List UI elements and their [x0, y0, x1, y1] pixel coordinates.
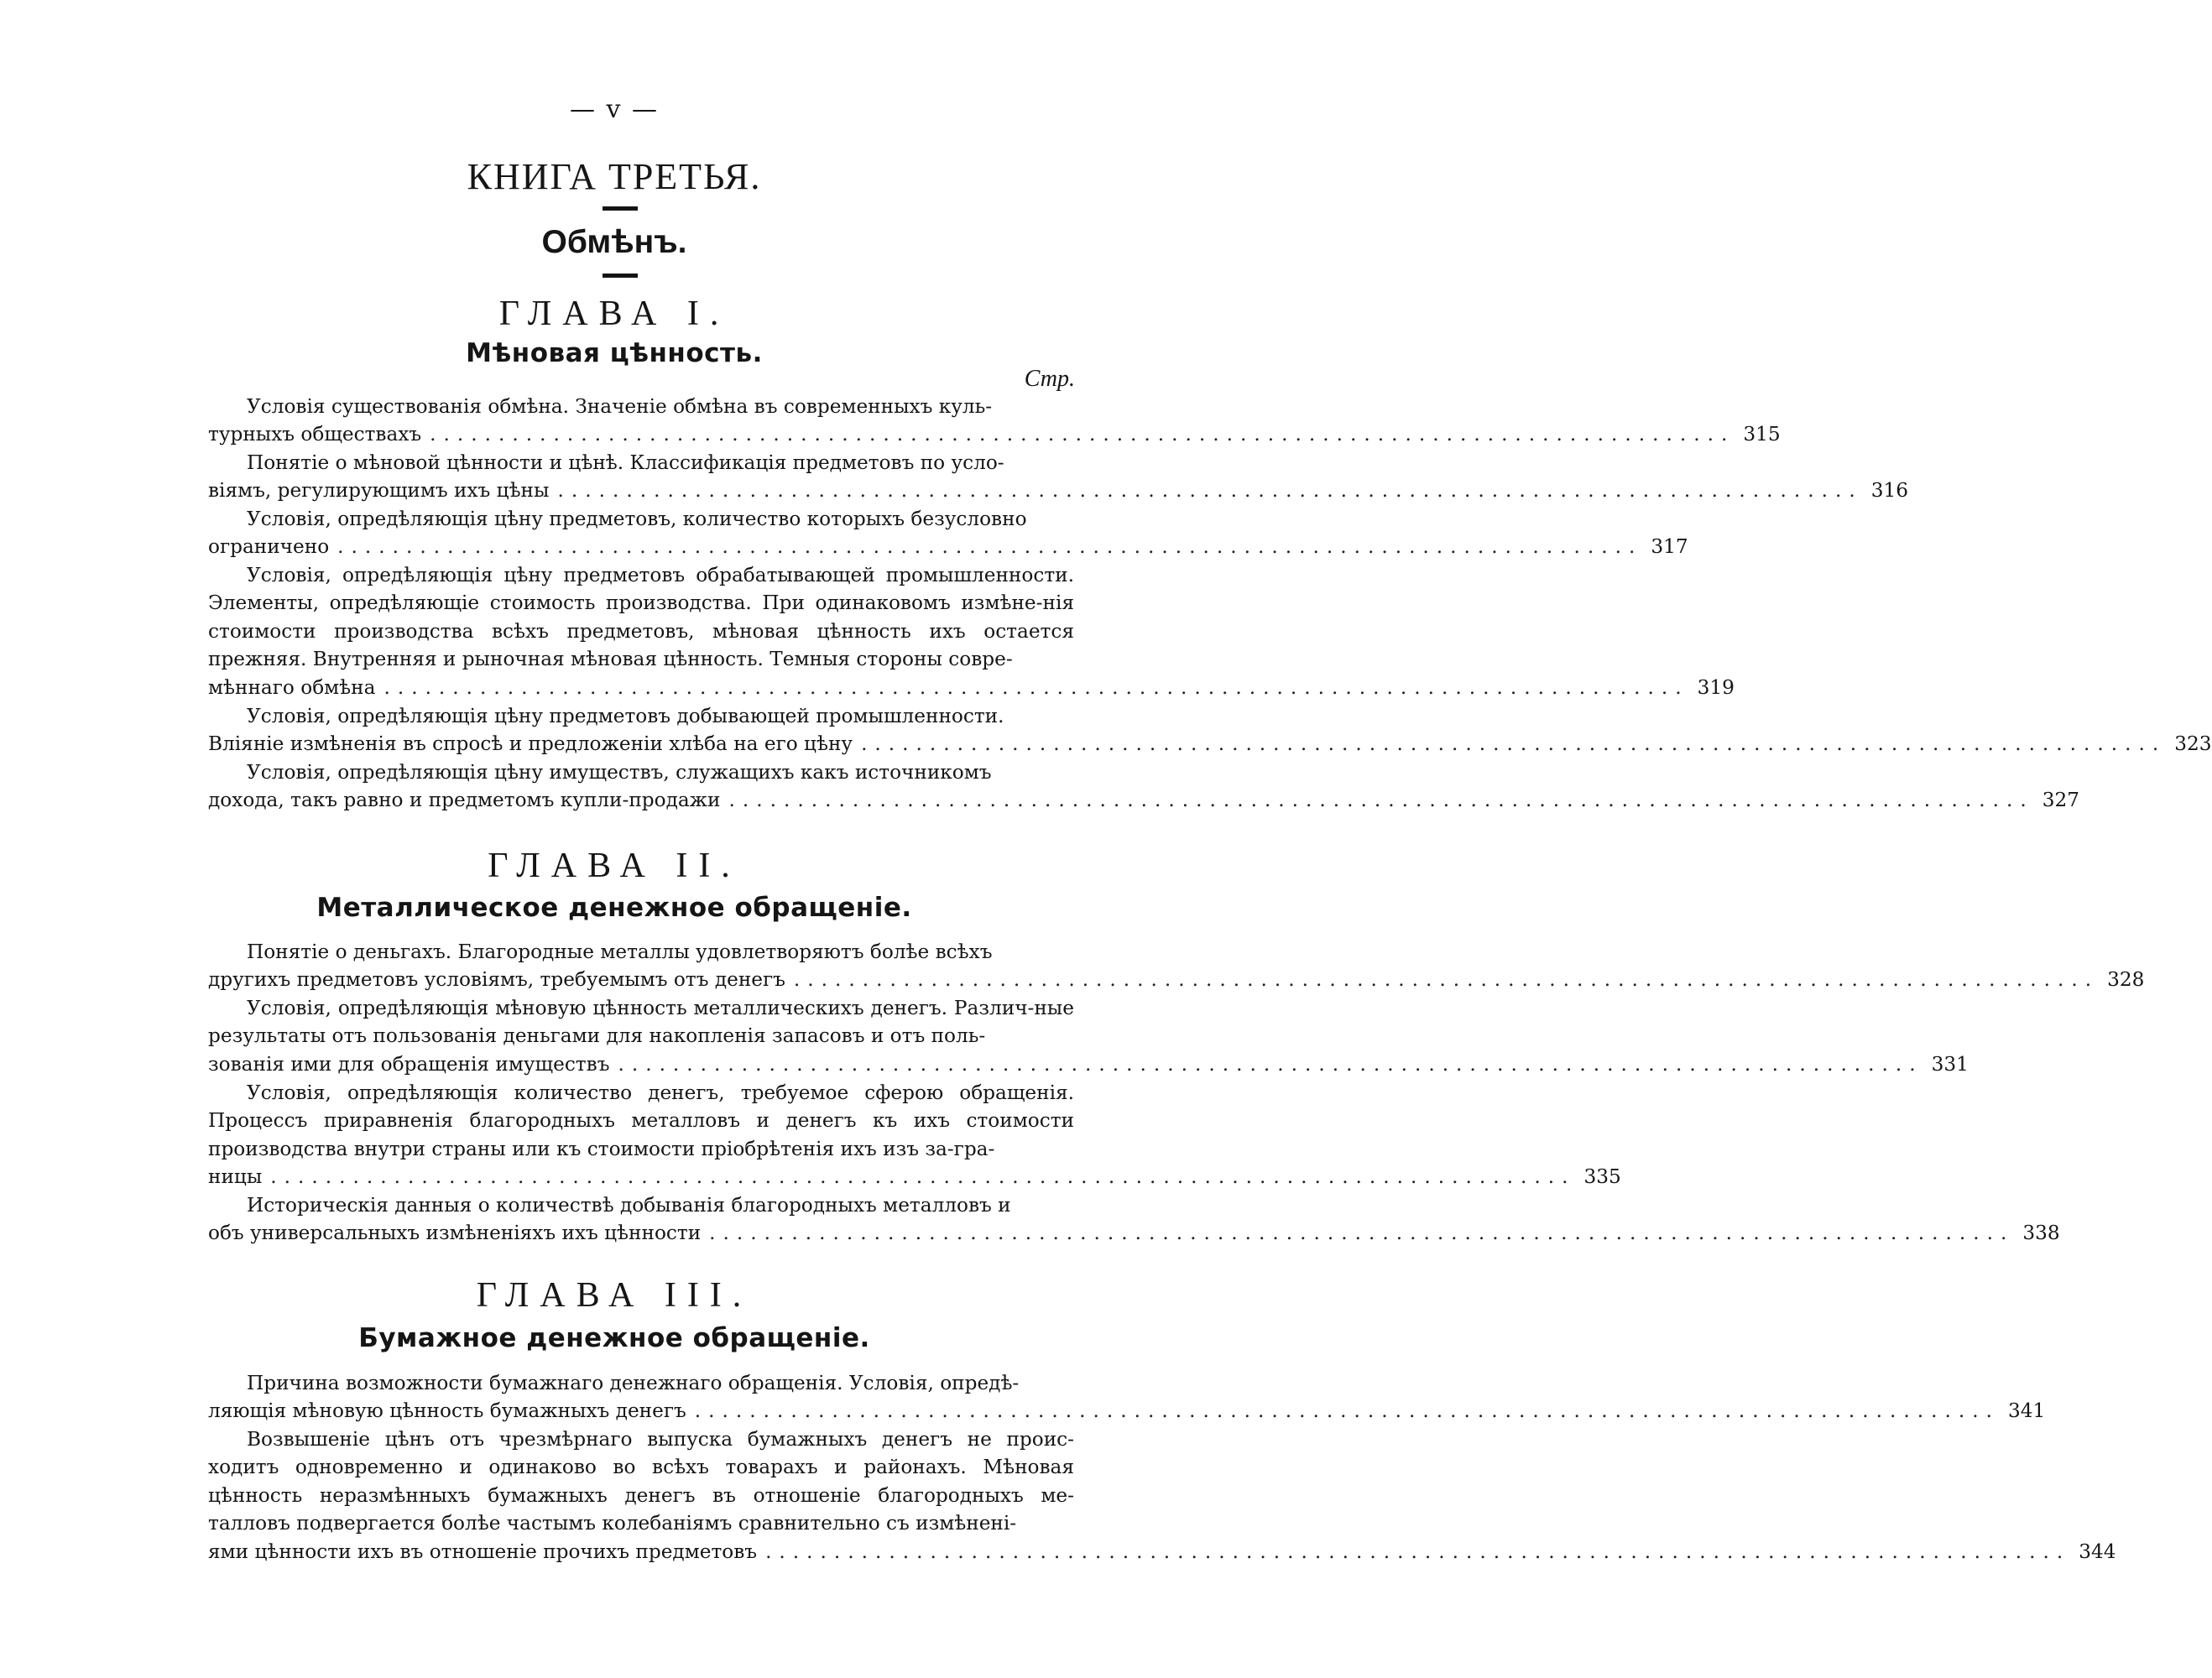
toc-entry-text: Условія, опредѣляющія цѣну предметовъ обрабатывающей промышленности. Элементы, опредѣляющіе стоимость производства. При одинаковомъ измѣне-нія стоимости производства всѣхъ предметовъ, мѣновая цѣнность ихъ остается прежняя. Внутренняя и рыночная мѣновая цѣнность. Темныя стороны совре- — [208, 564, 1074, 671]
toc-entry — [208, 561, 1735, 701]
toc-page-number: 317 — [1651, 535, 1688, 559]
chapter-1-title: Мѣновая цѣнность. — [466, 338, 763, 368]
toc-entry-text: Условія существованія обмѣна. Значеніе обмѣна въ современныхъ куль- — [247, 395, 993, 418]
toc-page-number: 319 — [1697, 675, 1735, 699]
leader-dots: ............................................................................................... — [383, 675, 1689, 699]
chapter-1-heading: ГЛАВА I. — [498, 294, 730, 333]
toc-page-number: 328 — [2107, 968, 2145, 992]
toc-entry — [208, 449, 1908, 505]
toc-entry-text: Возвышеніе цѣнъ отъ чрезмѣрнаго выпуска бумажныхъ денегъ не проис-ходитъ одновременно и одинаково во всѣхъ товарахъ и районахъ. Мѣновая цѣнность неразмѣнныхъ бумажныхъ денегъ въ отношеніе благородныхъ ме-талловъ подвергается болѣе частымъ колебаніямъ сравнительно съ измѣнені- — [208, 1428, 1074, 1535]
toc-page-number: 341 — [2007, 1399, 2046, 1423]
toc-page-number: 344 — [2079, 1540, 2116, 1563]
toc-entry-last-line: мѣннаго обмѣна — [208, 675, 376, 699]
toc-entry-last-line: ями цѣнности ихъ въ отношеніе прочихъ предметовъ — [208, 1540, 758, 1563]
toc-page-number: 335 — [1583, 1165, 1621, 1189]
toc-entry — [208, 1369, 2046, 1425]
toc-entry-last-line: ляющія мѣновую цѣнность бумажныхъ денегъ — [208, 1399, 686, 1423]
toc-entry — [208, 505, 1688, 561]
toc-page-number: 331 — [1931, 1052, 1969, 1076]
toc-entry — [208, 994, 1969, 1078]
toc-entry — [208, 1191, 2060, 1248]
leader-dots: ............................................................................................... — [709, 1222, 2015, 1245]
toc-entry — [208, 393, 1781, 449]
toc-entry — [208, 758, 2079, 815]
leader-dots: ............................................................................................... — [694, 1399, 2000, 1423]
page-column-label: Стр. — [1024, 366, 1075, 392]
toc-entry-last-line: Вліяніе измѣненія въ спросѣ и предложеніи хлѣба на его цѣну — [208, 732, 853, 756]
toc-entry-last-line: віямъ, регулирующимъ ихъ цѣны — [208, 479, 550, 503]
chapter-3-heading: ГЛАВА III. — [476, 1276, 753, 1315]
leader-dots: ............................................................................................... — [861, 732, 2167, 756]
toc-entry-text: Условія, опредѣляющія цѣну предметовъ добывающей промышленности. — [247, 705, 1004, 727]
chapter-2-title: Металлическое денежное обращеніе. — [316, 893, 912, 923]
toc-entry-text: Понятіе о деньгахъ. Благородные металлы удовлетворяютъ болѣе всѣхъ — [247, 941, 993, 963]
leader-dots: ............................................................................................... — [557, 479, 1863, 503]
chapter-2-heading: ГЛАВА II. — [488, 847, 741, 885]
toc-page-number: 323 — [2174, 732, 2212, 756]
leader-dots: ............................................................................................... — [337, 535, 1643, 559]
toc-page-number: 338 — [2022, 1222, 2060, 1245]
leader-dots: ............................................................................................... — [765, 1540, 2071, 1563]
toc-entry-last-line: турныхъ обществахъ — [208, 423, 422, 446]
leader-dots: ............................................................................................... — [270, 1165, 1576, 1189]
toc-entry-last-line: зованія ими для обращенія имуществъ — [208, 1052, 610, 1076]
toc-entry — [208, 938, 2145, 994]
toc-page-number: 315 — [1743, 423, 1781, 446]
leader-dots: ............................................................................................... — [430, 423, 1735, 446]
title-divider — [603, 206, 638, 211]
toc-entry-text: Понятіе о мѣновой цѣнности и цѣнѣ. Классификація предметовъ по усло- — [247, 451, 1004, 474]
toc-entry-last-line: ницы — [208, 1165, 263, 1189]
toc-entry-text: Историческія данныя о количествѣ добыванія благородныхъ металловъ и — [247, 1194, 1011, 1217]
page-number: — v — — [569, 95, 660, 124]
leader-dots: ............................................................................................... — [728, 789, 2034, 812]
toc-entry-last-line: другихъ предметовъ условіямъ, требуемымъ отъ денегъ — [208, 968, 785, 992]
toc-entry-text: Условія, опредѣляющія количество денегъ, требуемое сферою обращенія. Процессъ приравненія благородныхъ металловъ и денегъ къ ихъ стоимости производства внутри страны или къ стоимости пріобрѣтенія ихъ изъ за-гра- — [208, 1081, 1074, 1160]
book-title: КНИГА ТРЕТЬЯ. — [467, 156, 762, 197]
part-title: Обмѣнъ. — [541, 224, 687, 260]
leader-dots: ............................................................................................... — [618, 1052, 1923, 1076]
toc-entry-last-line: объ универсальныхъ измѣненіяхъ ихъ цѣнности — [208, 1222, 702, 1245]
toc-entry-text: Условія, опредѣляющія мѣновую цѣнность металлическихъ денегъ. Различ-ные результаты отъ пользованія деньгами для накопленія запасовъ и отъ поль- — [208, 997, 1074, 1048]
toc-entry-text: Условія, опредѣляющія цѣну имуществъ, служащихъ какъ источникомъ — [247, 761, 992, 784]
toc-entry-last-line: ограничено — [208, 535, 330, 559]
toc-entry-last-line: дохода, такъ равно и предметомъ купли-продажи — [208, 789, 721, 812]
leader-dots: ............................................................................................... — [793, 968, 2100, 992]
toc-entry-text: Причина возможности бумажнаго денежнаго обращенія. Условія, опредѣ- — [247, 1372, 1020, 1394]
toc-page-number: 327 — [2042, 789, 2079, 812]
toc-entry — [208, 1425, 2116, 1566]
toc-entry — [208, 702, 2212, 758]
title-divider — [603, 274, 638, 278]
toc-page-number: 316 — [1870, 479, 1908, 503]
toc-entry — [208, 1079, 1621, 1191]
toc-entry-text: Условія, опредѣляющія цѣну предметовъ, количество которыхъ безусловно — [247, 508, 1027, 530]
chapter-3-title: Бумажное денежное обращеніе. — [358, 1323, 870, 1353]
